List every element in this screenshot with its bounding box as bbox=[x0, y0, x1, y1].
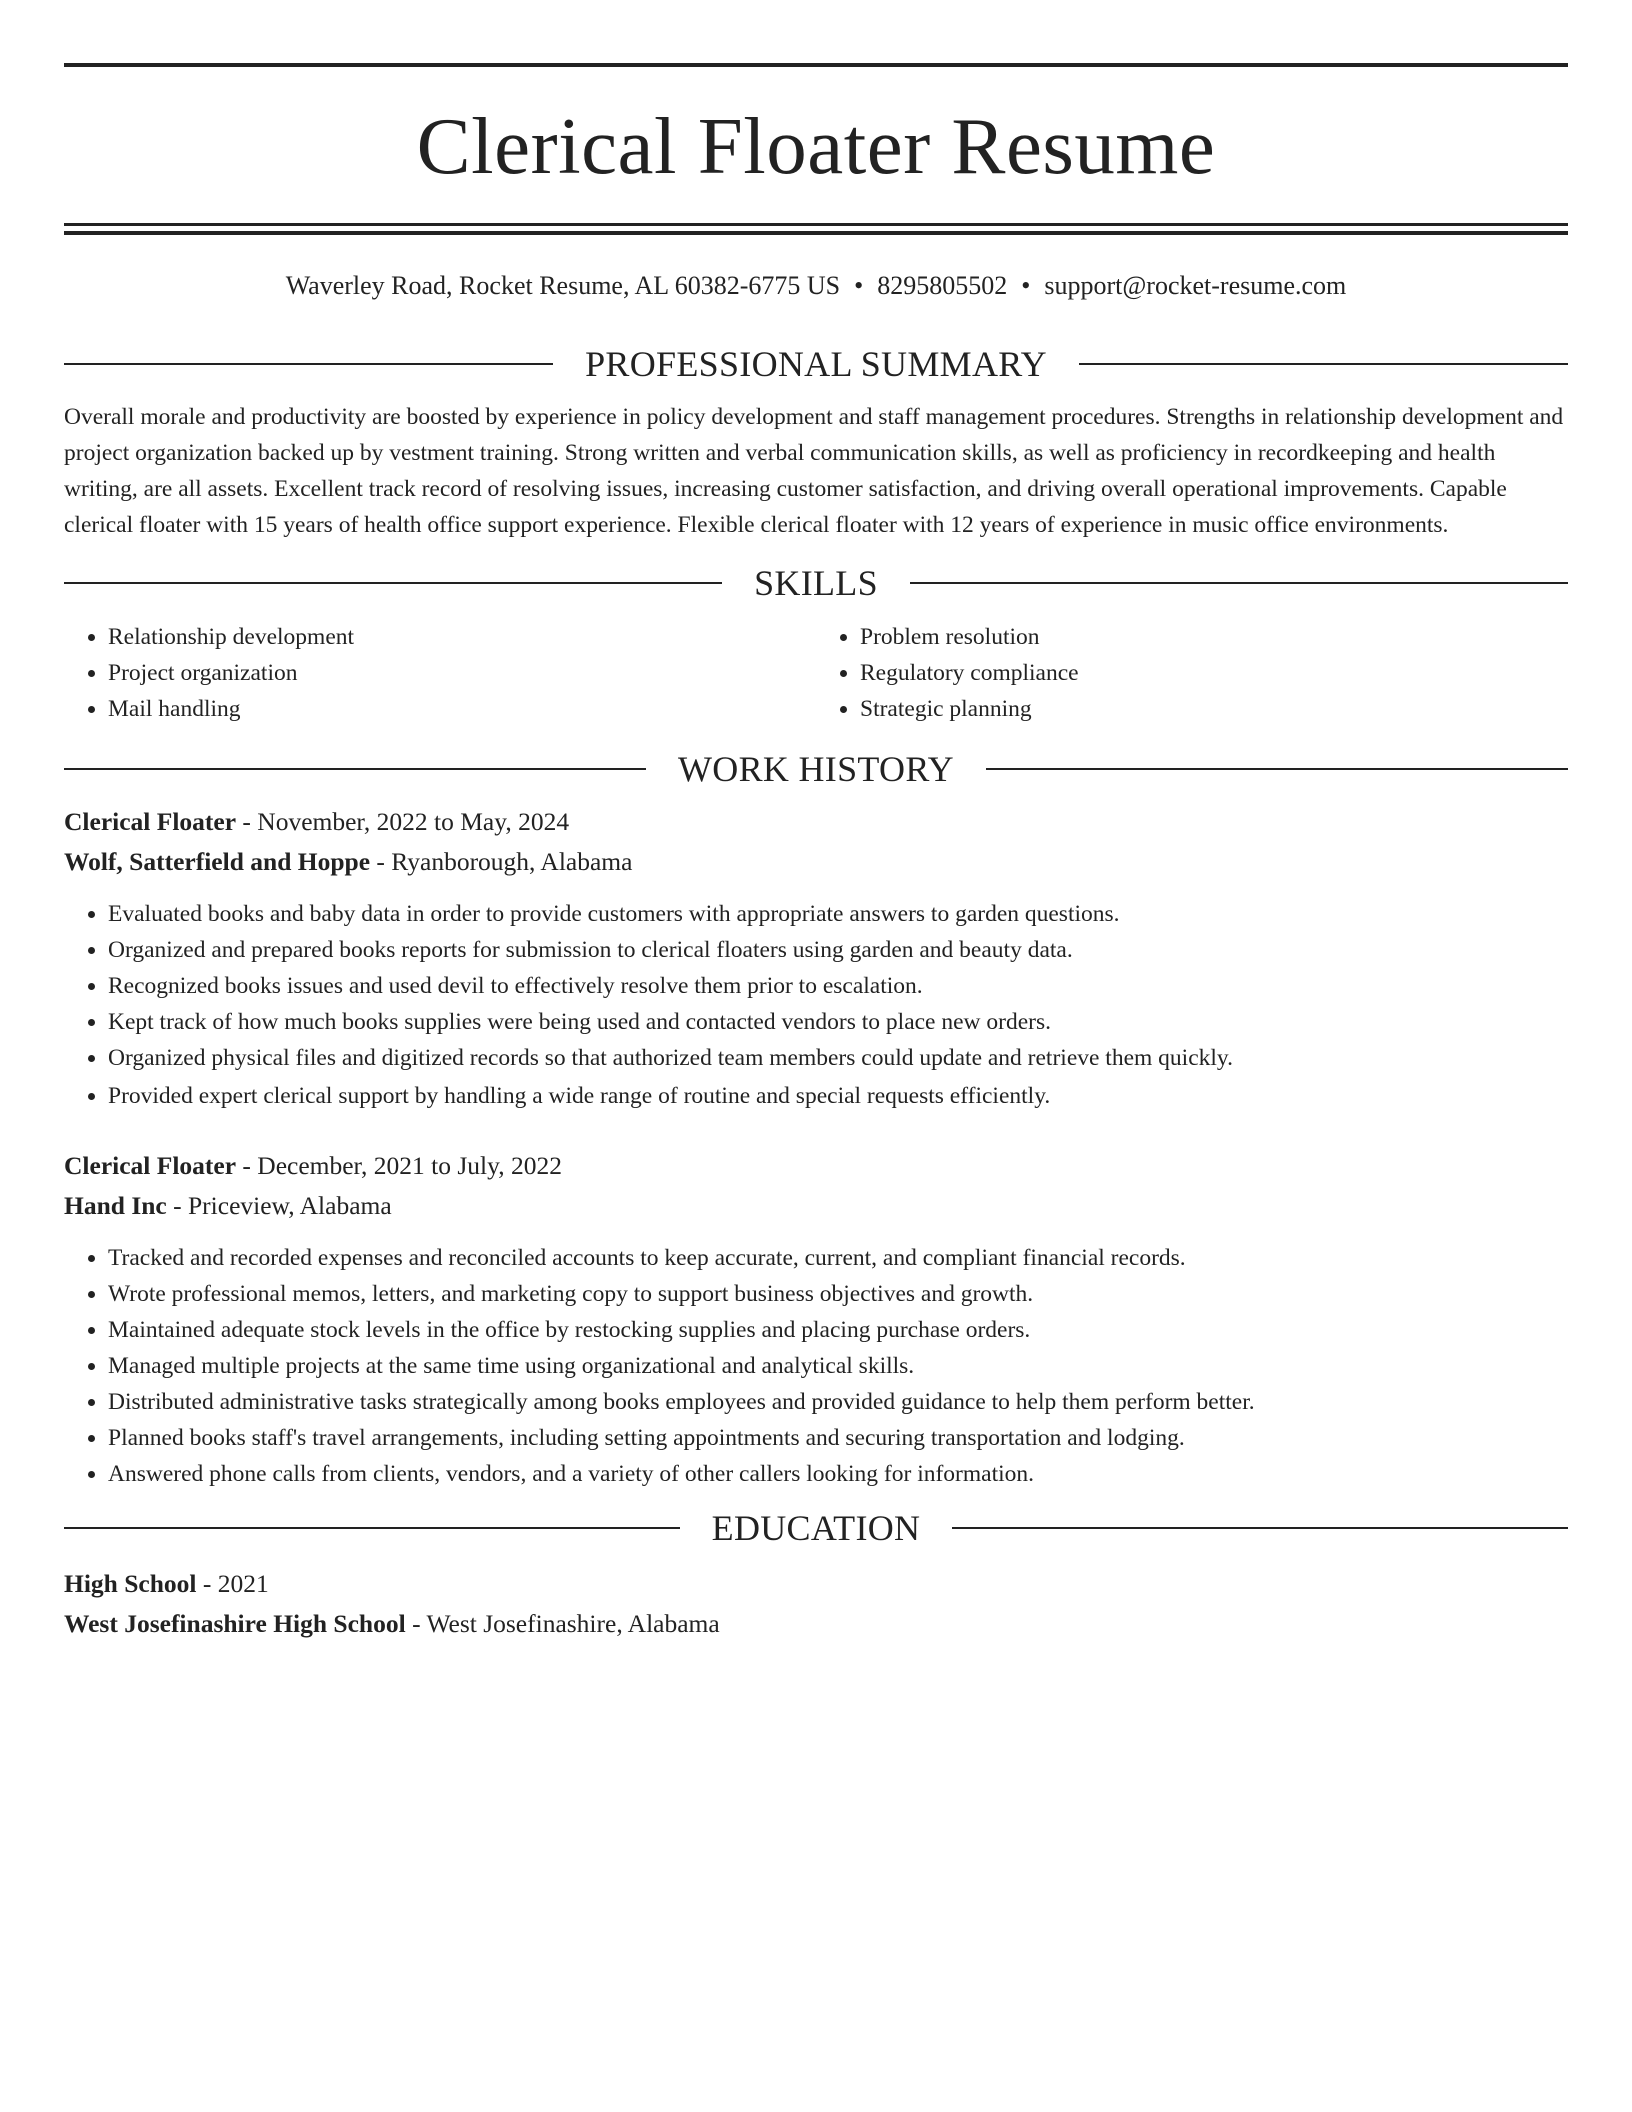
contact-line bbox=[64, 269, 1568, 303]
job-location: - Ryanborough, Alabama bbox=[370, 847, 633, 876]
job-bullet: • Maintained adequate stock levels in the office by restocking supplies and placing purchase orders. bbox=[108, 1312, 1568, 1348]
skill-item: • Mail handling bbox=[108, 691, 816, 727]
job-bullet: • Recognized books issues and used devil to effectively resolve them prior to escalation. bbox=[108, 968, 1568, 1004]
section-rule-right bbox=[910, 582, 1568, 584]
job-title: Clerical Floater bbox=[64, 1151, 237, 1180]
job-entry bbox=[64, 802, 1568, 1114]
skills-section-title: SKILLS bbox=[754, 563, 878, 603]
section-rule-right bbox=[1079, 363, 1568, 365]
section-rule-left bbox=[64, 582, 722, 584]
job-bullet: • Organized and prepared books reports for submission to clerical floaters using garden and beauty data. bbox=[108, 932, 1568, 968]
skill-item: • Regulatory compliance bbox=[860, 655, 1568, 691]
education-section-title: EDUCATION bbox=[711, 1508, 921, 1548]
work-section-header bbox=[64, 747, 1568, 791]
job-title-line bbox=[64, 1146, 1568, 1186]
education-degree-line bbox=[64, 1564, 1568, 1604]
job-bullet: • Planned books staff's travel arrangements, including setting appointments and securing transportation and lodging. bbox=[108, 1420, 1568, 1456]
section-rule-right bbox=[986, 768, 1568, 770]
skills-column-right bbox=[816, 619, 1568, 727]
section-rule-left bbox=[64, 363, 553, 365]
education-location: - West Josefinashire, Alabama bbox=[405, 1609, 720, 1638]
contact-separator: • bbox=[1021, 271, 1031, 300]
job-bullet: • Kept track of how much books supplies were being used and contacted vendors to place new orders. bbox=[108, 1004, 1568, 1040]
skill-item: • Strategic planning bbox=[860, 691, 1568, 727]
job-company: Hand Inc bbox=[64, 1191, 167, 1220]
education-school-line bbox=[64, 1604, 1568, 1644]
summary-section-title: PROFESSIONAL SUMMARY bbox=[585, 344, 1047, 384]
job-title: Clerical Floater bbox=[64, 807, 237, 836]
title-double-rule bbox=[64, 223, 1568, 235]
skills-list bbox=[64, 619, 1568, 727]
job-bullet: • Distributed administrative tasks strategically among books employees and provided guidance to help them perform better. bbox=[108, 1384, 1568, 1420]
job-company-line bbox=[64, 842, 1568, 882]
job-bullet: • Evaluated books and baby data in order to provide customers with appropriate answers to garden questions. bbox=[108, 896, 1568, 932]
skill-item: • Relationship development bbox=[108, 619, 816, 655]
job-company-line bbox=[64, 1186, 1568, 1226]
section-rule-left bbox=[64, 1527, 680, 1529]
job-company: Wolf, Satterfield and Hoppe bbox=[64, 847, 371, 876]
resume-title: Clerical Floater Resume bbox=[416, 101, 1216, 191]
job-location: - Priceview, Alabama bbox=[166, 1191, 392, 1220]
job-bullet: • Tracked and recorded expenses and reconciled accounts to keep accurate, current, and compliant financial records. bbox=[108, 1240, 1568, 1276]
education-degree: High School bbox=[64, 1569, 197, 1598]
skills-column-left bbox=[64, 619, 816, 727]
top-rule bbox=[64, 63, 1568, 67]
job-entry bbox=[64, 1146, 1568, 1492]
job-bullet: • Managed multiple projects at the same time using organizational and analytical skills. bbox=[108, 1348, 1568, 1384]
job-bullet: • Provided expert clerical support by handling a wide range of routine and special requests efficiently. bbox=[108, 1078, 1568, 1114]
skills-section-header bbox=[64, 561, 1568, 605]
skill-item: • Project organization bbox=[108, 655, 816, 691]
job-dates: - December, 2021 to July, 2022 bbox=[236, 1151, 562, 1180]
summary-text: Overall morale and productivity are boosted by experience in policy development and staff management procedures. Strengths in relationship development and project organization backed up by vestment training. Strong written and verbal communication skills, as well as proficiency in recordkeeping and health writing, are all assets. Excellent track record of resolving issues, increasing customer satisfaction, and driving overall operational improvements. Capable clerical floater with 15 years of health office support experience. Flexible clerical floater with 12 years of experience in music office environments. bbox=[64, 404, 1564, 538]
job-bullets bbox=[64, 1240, 1568, 1492]
education-entry bbox=[64, 1564, 1568, 1644]
contact-email: support@rocket-resume.com bbox=[1044, 271, 1347, 300]
job-dates: - November, 2022 to May, 2024 bbox=[236, 807, 570, 836]
work-section-title: WORK HISTORY bbox=[678, 749, 954, 789]
job-bullet: • Wrote professional memos, letters, and marketing copy to support business objectives and growth. bbox=[108, 1276, 1568, 1312]
section-rule-left bbox=[64, 768, 646, 770]
summary-section-header bbox=[64, 342, 1568, 386]
job-title-line bbox=[64, 802, 1568, 842]
education-year: - 2021 bbox=[196, 1569, 269, 1598]
job-bullets bbox=[64, 896, 1568, 1114]
education-section-header bbox=[64, 1506, 1568, 1550]
section-rule-right bbox=[952, 1527, 1568, 1529]
job-bullet: • Organized physical files and digitized records so that authorized team members could update and retrieve them quickly. bbox=[108, 1040, 1568, 1076]
job-bullet: • Answered phone calls from clients, vendors, and a variety of other callers looking for information. bbox=[108, 1456, 1568, 1492]
skill-item: • Problem resolution bbox=[860, 619, 1568, 655]
contact-phone: 8295805502 bbox=[877, 271, 1008, 300]
contact-separator: • bbox=[854, 271, 864, 300]
education-school: West Josefinashire High School bbox=[64, 1609, 406, 1638]
contact-address: Waverley Road, Rocket Resume, AL 60382-6775 US bbox=[285, 271, 841, 300]
